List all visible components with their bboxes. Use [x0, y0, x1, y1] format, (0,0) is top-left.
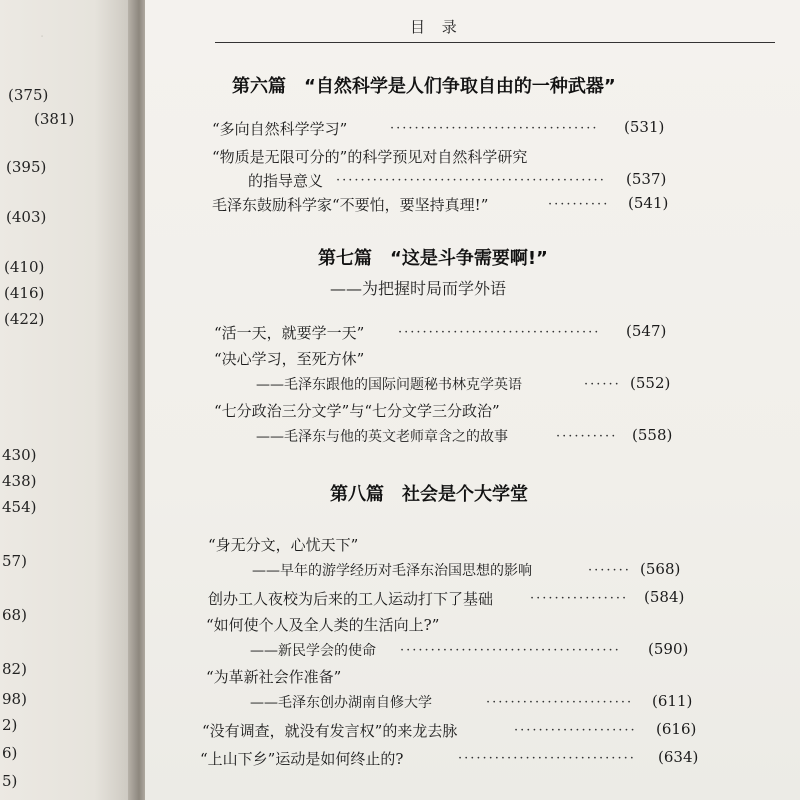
left-page-number: 57): [2, 552, 27, 570]
toc-entry-title: “七分政治三分文学”与“七分文学三分政治”: [214, 402, 500, 420]
toc-entry-title-continued: 的指导意义: [248, 172, 324, 190]
toc-entry-page: (547): [626, 322, 667, 340]
toc-leader-dots: ············································: [336, 173, 606, 188]
toc-entry-title: “身无分文，心忧天下”: [208, 536, 359, 554]
left-page-number: (403): [6, 208, 47, 226]
left-page-number: (395): [6, 158, 47, 176]
section-heading: 第七篇 “这是斗争需要啊!”: [318, 248, 548, 269]
bleed-through-text: ·: [40, 30, 45, 45]
toc-entry-page: (568): [640, 560, 681, 578]
toc-entry-title: “物质是无限可分的”的科学预见对自然科学研究: [212, 148, 528, 166]
toc-entry-title: “为革新社会作准备”: [206, 668, 342, 686]
toc-leader-dots: ················: [530, 591, 629, 606]
toc-leader-dots: ··········: [556, 429, 618, 444]
toc-leader-dots: ··········: [548, 197, 610, 212]
toc-leader-dots: ··································: [390, 121, 599, 136]
toc-entry-title: 创办工人夜校为后来的工人运动打下了基础: [208, 590, 494, 608]
toc-leader-dots: ························: [486, 695, 634, 710]
toc-entry-subtitle: ——毛泽东跟他的国际问题秘书林克学英语: [256, 377, 522, 393]
left-page-number: 6): [2, 744, 18, 762]
toc-entry-title: 毛泽东鼓励科学家“不要怕，要坚持真理!”: [212, 196, 489, 214]
toc-entry-title: “没有调查，就没有发言权”的来龙去脉: [202, 722, 458, 740]
toc-leader-dots: ·······: [588, 563, 631, 578]
toc-entry-subtitle: ——新民学会的使命: [250, 643, 376, 659]
left-page-number: 98): [2, 690, 27, 708]
toc-entry-page: (611): [652, 692, 693, 710]
left-page-number: 2): [2, 716, 18, 734]
left-page-number: 454): [2, 498, 37, 516]
toc-entry-title: “决心学习，至死方休”: [214, 350, 365, 368]
toc-entry-title: “如何使个人及全人类的生活向上?”: [206, 616, 440, 634]
left-page-number: 82): [2, 660, 27, 678]
left-page-number: 438): [2, 472, 37, 490]
toc-leader-dots: ····················: [514, 723, 637, 738]
toc-entry-page: (616): [656, 720, 697, 738]
toc-entry-page: (537): [626, 170, 667, 188]
toc-entry-title: “多向自然科学学习”: [212, 120, 348, 138]
toc-entry-page: (584): [644, 588, 685, 606]
left-page-number: (416): [4, 284, 45, 302]
section-heading: 第八篇 社会是个大学堂: [330, 484, 528, 505]
toc-entry-title: “上山下乡”运动是如何终止的?: [200, 750, 404, 768]
toc-leader-dots: ·····························: [458, 751, 636, 766]
section-heading: 第六篇 “自然科学是人们争取自由的一种武器”: [232, 76, 616, 97]
toc-entry-page: (552): [630, 374, 671, 392]
toc-entry-page: (541): [628, 194, 669, 212]
toc-entry-subtitle: ——早年的游学经历对毛泽东治国思想的影响: [252, 563, 532, 579]
toc-entry-page: (531): [624, 118, 665, 136]
left-page-number: (410): [4, 258, 45, 276]
toc-entry-subtitle: ——毛泽东创办湖南自修大学: [250, 695, 432, 711]
header-rule: [215, 42, 775, 43]
toc-entry-page: (590): [648, 640, 689, 658]
left-page-number: (381): [34, 110, 75, 128]
toc-leader-dots: ······: [584, 377, 621, 392]
left-page-number: 68): [2, 606, 27, 624]
toc-entry-page: (558): [632, 426, 673, 444]
left-page-number: 430): [2, 446, 37, 464]
toc-entry-page: (634): [658, 748, 699, 766]
toc-entry-title: “活一天，就要学一天”: [214, 324, 365, 342]
left-page-number: (422): [4, 310, 45, 328]
page-header-title: 目 录: [410, 18, 463, 36]
toc-leader-dots: ····································: [400, 643, 621, 658]
left-page: [0, 0, 135, 800]
section-subheading: ——为把握时局而学外语: [330, 279, 507, 298]
left-page-number: 5): [2, 772, 18, 790]
left-page-number: (375): [8, 86, 49, 104]
toc-entry-subtitle: ——毛泽东与他的英文老师章含之的故事: [256, 429, 508, 445]
toc-leader-dots: ·································: [398, 325, 601, 340]
